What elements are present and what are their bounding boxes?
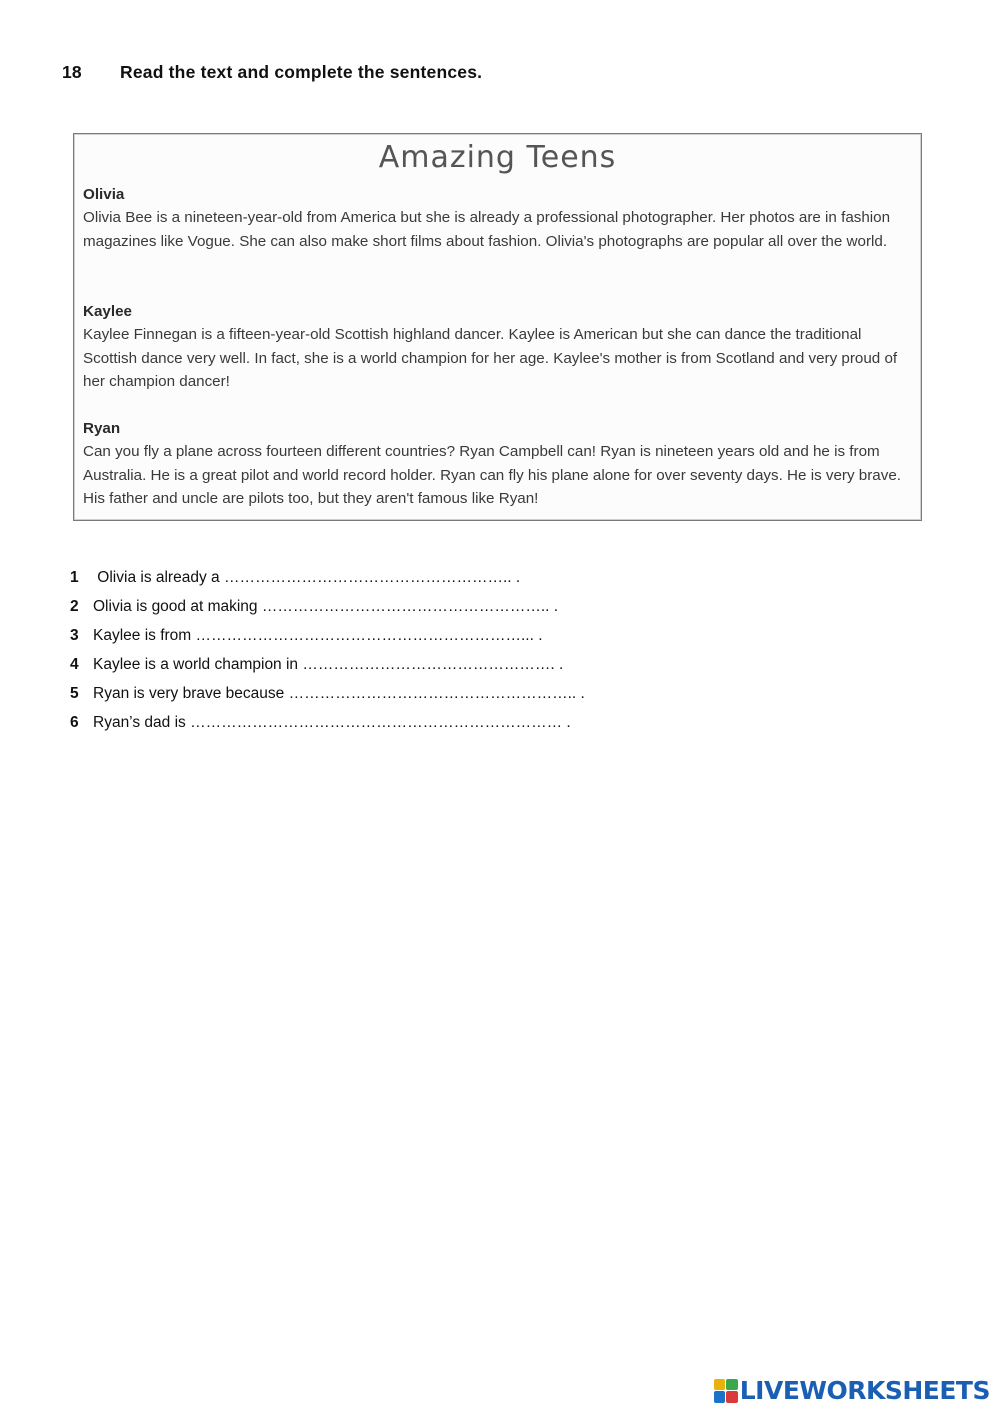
section-text: Kaylee Finnegan is a fifteen-year-old Scottish highland dancer. Kaylee is American but she can dance the traditional Scottish dance very well. In fact, she is a world champion for her age. Kaylee's mother is from Scotland and very proud of her champion dancer! <box>83 326 898 390</box>
question-number: 2 <box>70 598 79 615</box>
question-number: 4 <box>70 656 79 673</box>
logo-square-blue <box>714 1391 726 1403</box>
question-text: Olivia is good at making ……………………………………………….. . <box>93 598 559 615</box>
section-ryan <box>83 418 915 511</box>
question-number: 3 <box>70 627 79 644</box>
question-item[interactable] <box>70 569 770 598</box>
section-name: Kaylee <box>83 303 132 320</box>
question-number: 6 <box>70 714 79 731</box>
question-item[interactable] <box>70 656 770 685</box>
question-item[interactable] <box>70 627 770 656</box>
exercise-heading <box>62 62 482 83</box>
question-text: Kaylee is a world champion in …………………………………………. . <box>93 656 564 673</box>
liveworksheets-logo-icon <box>714 1379 738 1403</box>
section-text: Can you fly a plane across fourteen different countries? Ryan Campbell can! Ryan is nineteen years old and he is from Australia. He is a great pilot and world record holder. Ryan can fly his plane alone for over seventy days. He is very brave. His father and uncle are pilots too, but they aren't famous like Ryan! <box>83 443 902 507</box>
section-kaylee <box>83 301 915 394</box>
logo-square-red <box>726 1391 738 1403</box>
section-name: Olivia <box>83 186 125 203</box>
liveworksheets-logo-text: LIVEWORKSHEETS <box>739 1376 990 1405</box>
question-text: Kaylee is from ………………………………………………………... . <box>93 627 543 644</box>
reading-text-box <box>73 133 922 521</box>
section-olivia <box>83 184 915 253</box>
question-item[interactable] <box>70 598 770 627</box>
section-text: Olivia Bee is a nineteen-year-old from America but she is already a professional photographer. Her photos are in fashion magazines like Vogue. She can also make short films about fashion. Olivia's photographs are popular all over the world. <box>83 209 891 250</box>
question-list <box>70 569 770 743</box>
question-text: Olivia is already a ……………………………………………….. . <box>93 569 521 586</box>
question-text: Ryan’s dad is ……………………………………………………………… . <box>93 714 571 731</box>
exercise-number: 18 <box>62 62 82 82</box>
logo-square-yellow <box>714 1379 726 1391</box>
question-item[interactable] <box>70 685 770 714</box>
question-item[interactable] <box>70 714 770 743</box>
question-number: 1 <box>70 569 79 586</box>
logo-square-green <box>726 1379 738 1391</box>
liveworksheets-logo <box>714 1376 990 1405</box>
section-name: Ryan <box>83 420 121 437</box>
exercise-instruction: Read the text and complete the sentences. <box>120 62 483 82</box>
question-number: 5 <box>70 685 79 702</box>
reading-title: Amazing Teens <box>378 140 617 175</box>
question-text: Ryan is very brave because ……………………………………………….. . <box>93 685 585 702</box>
